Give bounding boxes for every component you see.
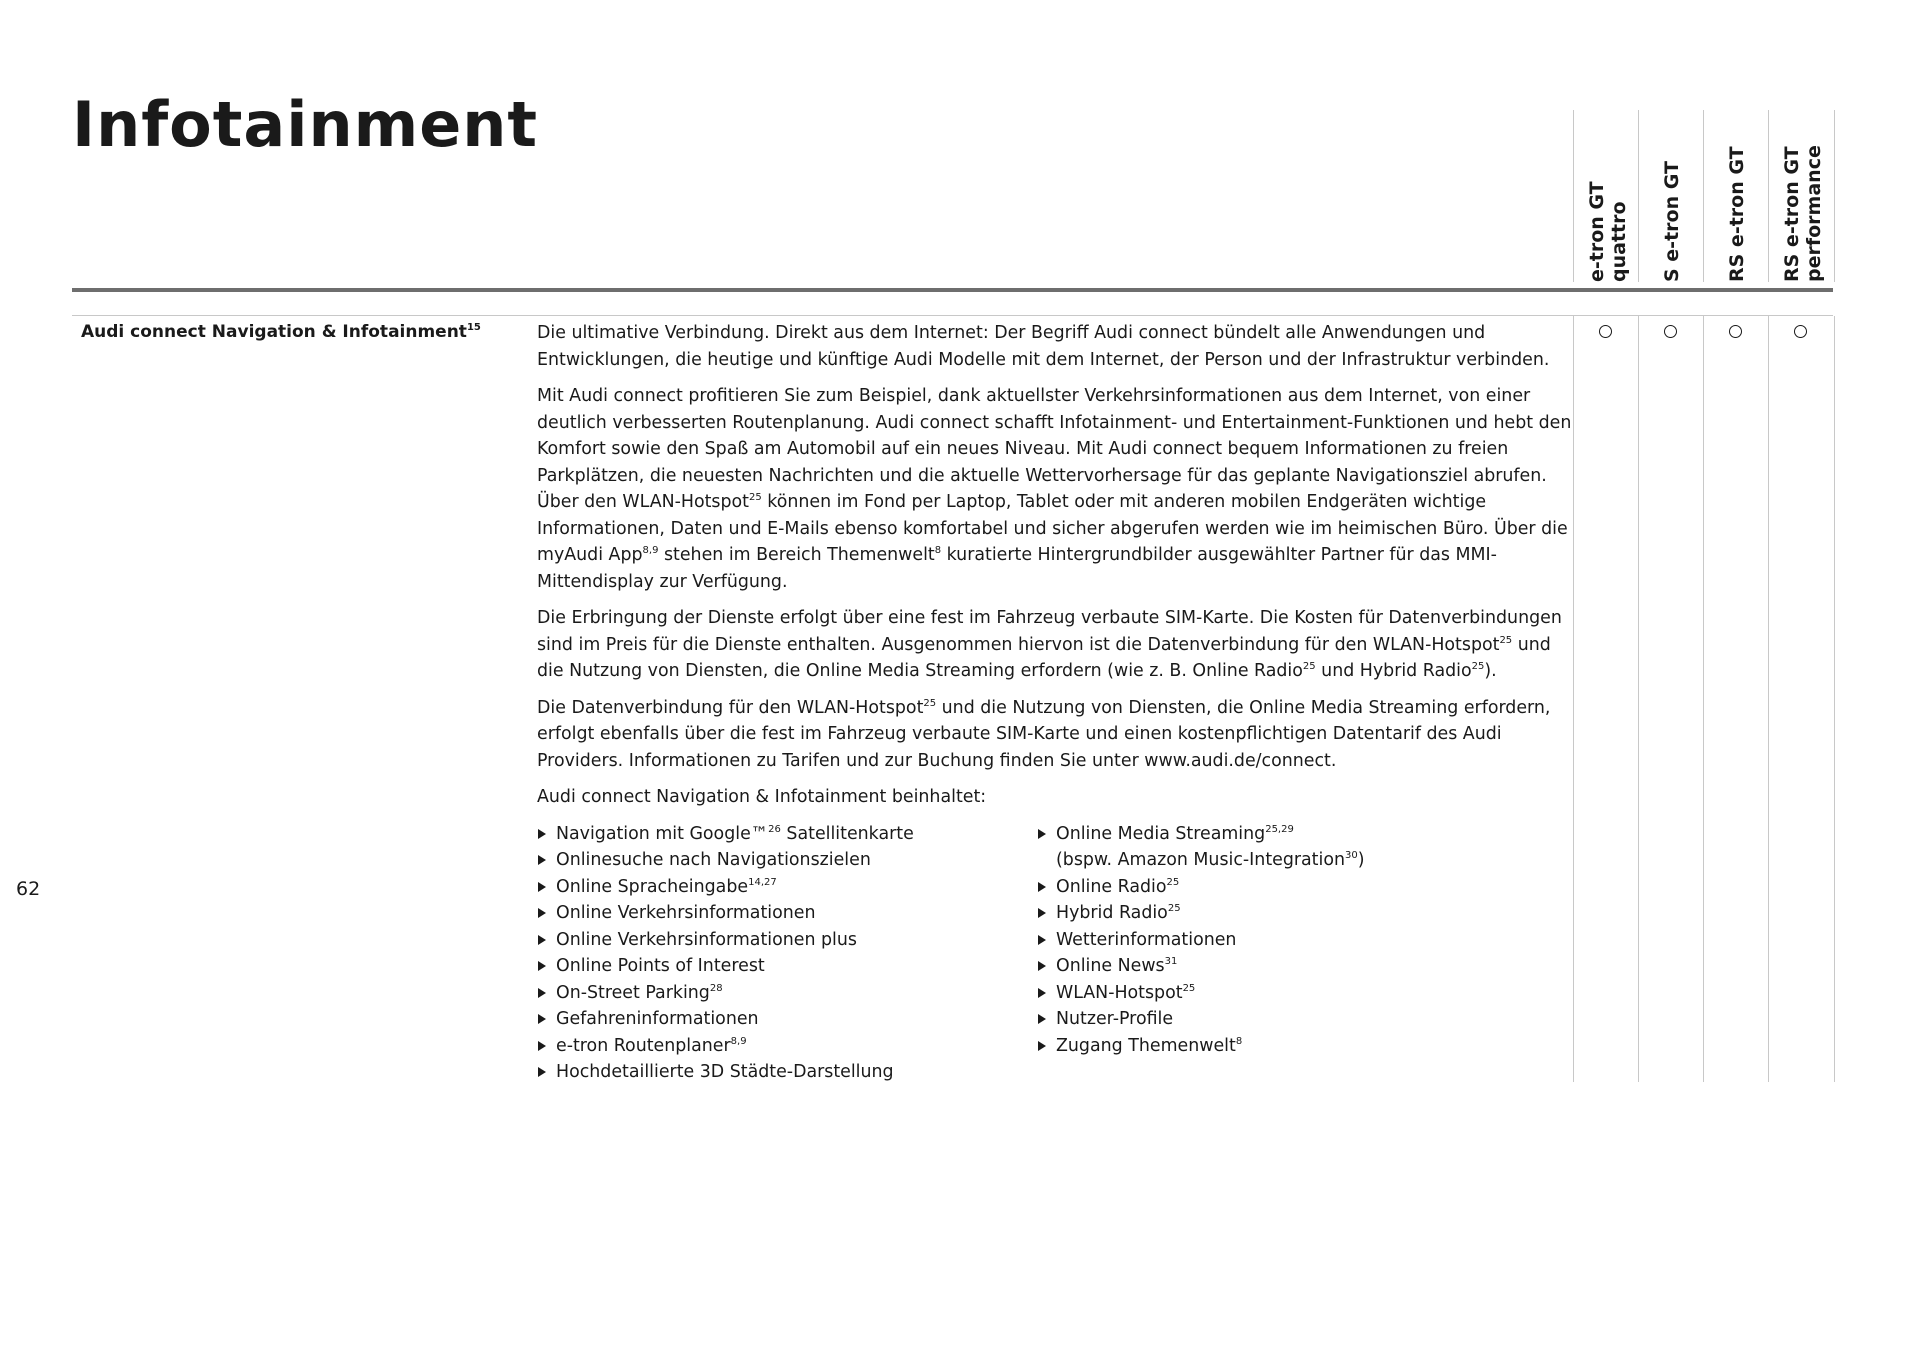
description-paragraph: Die Erbringung der Dienste erfolgt über eine fest im Fahrzeug verbaute SIM-Karte. Die Kosten für Datenverbindungen sind im Preis für die Dienste enthalten. Ausgenommen hiervon ist die Datenverbindung für den WLAN-Hotspot$^{25}$ und die Nutzung von Diensten, die Online Media Streaming erfordern (wie z. B. Online Radio$^{25}$ und Hybrid Radio$^{25}$). bbox=[537, 608, 1562, 681]
model-column-header bbox=[1638, 110, 1704, 282]
model-column-cell bbox=[1638, 316, 1704, 1082]
description-paragraph: Die ultimative Verbindung. Direkt aus dem Internet: Der Begriff Audi connect bündelt alle Anwendungen und Entwicklungen, die heutige und künftige Audi Modelle mit dem Internet, der Person und der Infrastruktur verbinden. bbox=[537, 323, 1550, 370]
feature-list-left bbox=[537, 821, 914, 1086]
list-item: WLAN-Hotspot$^{25}$ bbox=[1037, 980, 1365, 1007]
model-name-line2: performance bbox=[1803, 145, 1825, 282]
model-name-line2: quattro bbox=[1608, 201, 1630, 282]
description-paragraph: Audi connect Navigation & Infotainment beinhaltet: bbox=[537, 787, 987, 807]
model-name-line1: RS e-tron GT bbox=[1781, 146, 1803, 282]
description-paragraph: Mit Audi connect profitieren Sie zum Beispiel, dank aktuellster Verkehrsinformationen aus dem Internet, von einer deutlich verbesserten Routenplanung. Audi connect schafft Infotainment- und Entertainment-Funktionen und hebt den Komfort sowie den Spaß am Automobil auf ein neues Niveau. Mit Audi connect bequem Informationen zu freien Parkplätzen, die neuesten Nachrichten und die aktuelle Wettervorhersage für das geplante Navigationsziel abrufen. Über den WLAN-Hotspot$^{25}$ können im Fond per Laptop, Tablet oder mit anderen mobilen Endgeräten wichtige Informationen, Daten und E-Mails ebenso komfortabel und sicher abgerufen werden wie im heimischen Büro. Über die myAudi App$^{8,9}$ stehen im Bereich Themenwelt$^8$ kuratierte Hintergrundbilder ausgewählter Partner für das MMI-Mittendisplay zur Verfügung. bbox=[537, 386, 1572, 592]
list-item: Wetterinformationen bbox=[1037, 927, 1365, 954]
model-name-line1: RS e-tron GT bbox=[1726, 146, 1748, 282]
optional-circle-icon bbox=[1794, 325, 1807, 338]
list-item: Online Media Streaming$^{25,29}$ (bspw. Amazon Music-Integration$^{30}$) bbox=[1037, 821, 1365, 874]
list-item: Onlinesuche nach Navigationszielen bbox=[537, 847, 914, 874]
feature-list-right bbox=[1037, 821, 1365, 1060]
model-column-header bbox=[1768, 110, 1835, 282]
list-item: Hochdetaillierte 3D Städte-Darstellung bbox=[537, 1059, 914, 1086]
header-divider bbox=[72, 288, 1833, 292]
list-item: Hybrid Radio$^{25}$ bbox=[1037, 900, 1365, 927]
model-column-cell bbox=[1768, 316, 1835, 1082]
optional-circle-icon bbox=[1599, 325, 1612, 338]
list-item: On-Street Parking$^{28}$ bbox=[537, 980, 914, 1007]
row-divider bbox=[72, 315, 1833, 316]
page-title: Infotainment bbox=[72, 88, 539, 161]
list-item: Online Verkehrsinformationen plus bbox=[537, 927, 914, 954]
list-item: Online Verkehrsinformationen bbox=[537, 900, 914, 927]
list-item: Online Spracheingabe$^{14,27}$ bbox=[537, 874, 914, 901]
list-item: Gefahreninformationen bbox=[537, 1006, 914, 1033]
list-item: Navigation mit Google™$^{26}$ Satellitenkarte bbox=[537, 821, 914, 848]
model-column-cell bbox=[1573, 316, 1639, 1082]
list-item: Zugang Themenwelt$^8$ bbox=[1037, 1033, 1365, 1060]
description-paragraph: Die Datenverbindung für den WLAN-Hotspot$^{25}$ und die Nutzung von Diensten, die Online Media Streaming erfordern, erfolgt ebenfalls über die fest im Fahrzeug verbaute SIM-Karte und einen kostenpflichtigen Datentarif des Audi Providers. Informationen zu Tarifen und zur Buchung finden Sie unter www.audi.de/connect. bbox=[537, 697, 1551, 771]
list-item: Nutzer-Profile bbox=[1037, 1006, 1365, 1033]
optional-circle-icon bbox=[1729, 325, 1742, 338]
model-name-line1: e-tron GT bbox=[1586, 181, 1608, 282]
feature-list bbox=[537, 821, 1572, 1091]
model-column-header bbox=[1703, 110, 1769, 282]
feature-name: Audi connect Navigation & Infotainment$^{15}$ bbox=[81, 322, 481, 342]
model-column-cell bbox=[1703, 316, 1769, 1082]
model-column-header bbox=[1573, 110, 1639, 282]
feature-description bbox=[537, 320, 1572, 1091]
list-item: Online Radio$^{25}$ bbox=[1037, 874, 1365, 901]
list-item: Online News$^{31}$ bbox=[1037, 953, 1365, 980]
model-name-line1: S e-tron GT bbox=[1661, 161, 1683, 282]
list-item: e-tron Routenplaner$^{8,9}$ bbox=[537, 1033, 914, 1060]
optional-circle-icon bbox=[1664, 325, 1677, 338]
list-item: Online Points of Interest bbox=[537, 953, 914, 980]
page-number: 62 bbox=[16, 878, 41, 900]
